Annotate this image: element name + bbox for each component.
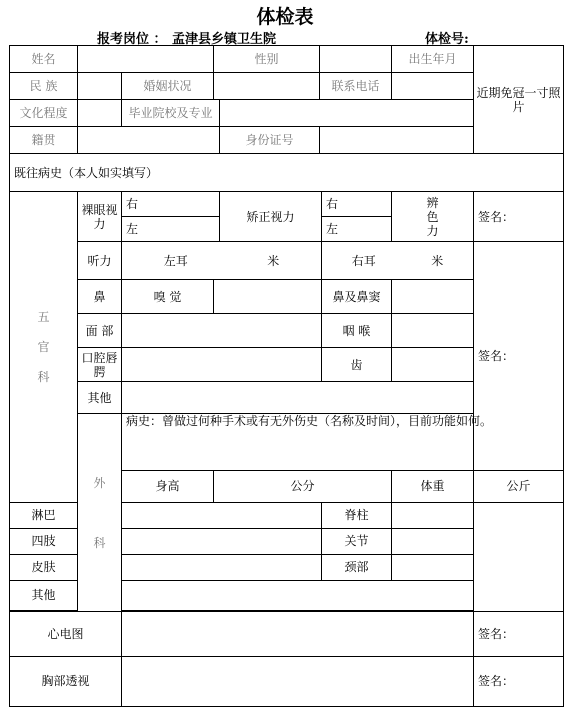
throat-field[interactable]: [392, 314, 474, 348]
naked-vision-label: 裸眼视力: [78, 192, 122, 242]
limbs-field[interactable]: [122, 528, 322, 554]
post-label: 报考岗位 ：: [97, 32, 167, 47]
name-label: 姓名: [10, 46, 78, 73]
left-ear-field: 左耳 米: [122, 242, 322, 280]
naked-right-label: 右: [122, 192, 220, 217]
post-value: 孟津县乡镇卫生院: [172, 32, 277, 47]
id-field[interactable]: [320, 127, 474, 154]
page-title: 体检表: [256, 6, 314, 28]
school-field[interactable]: [220, 100, 474, 127]
exam-no-label: 体检号:: [425, 32, 469, 47]
neck-label: 颈部: [322, 554, 392, 580]
naked-left-label: 左: [122, 217, 220, 242]
smell-field[interactable]: [214, 280, 322, 314]
ecg-label: 心电图: [10, 611, 122, 656]
throat-label: 咽 喉: [322, 314, 392, 348]
five-other-label: 其他: [78, 382, 122, 414]
corrected-vision-label: 矫正视力: [220, 192, 322, 242]
sinus-field[interactable]: [392, 280, 474, 314]
neck-field[interactable]: [392, 554, 474, 580]
phone-label: 联系电话: [320, 73, 392, 100]
school-label: 毕业院校及专业: [122, 100, 220, 127]
education-label: 文化程度: [10, 100, 78, 127]
lymph-field[interactable]: [122, 502, 322, 528]
spine-label: 脊柱: [322, 502, 392, 528]
gender-label: 性别: [214, 46, 320, 73]
face-label: 面 部: [78, 314, 122, 348]
surgery-history: 病史：曾做过何种手术或有无外伤史（名称及时间），目前功能如何。: [122, 414, 564, 470]
surgery-label: 外 科: [78, 414, 122, 611]
limbs-label: 四肢: [10, 528, 78, 554]
mouth-field[interactable]: [122, 348, 322, 382]
surgery-other-label: 其他: [10, 580, 78, 610]
color-vision-label: 辨 色 力: [392, 192, 474, 242]
spine-field[interactable]: [392, 502, 474, 528]
five-other-field[interactable]: [122, 382, 474, 414]
smell-label: 嗅 觉: [122, 280, 214, 314]
birth-label: 出生年月: [392, 46, 474, 73]
gender-field[interactable]: [320, 46, 392, 73]
height-label: 身高: [122, 470, 214, 502]
marital-field[interactable]: [214, 73, 320, 100]
history-label: 既往病史（本人如实填写）: [10, 154, 564, 192]
sign-label: 签名：: [474, 242, 564, 470]
marital-label: 婚姻状况: [122, 73, 214, 100]
ethnicity-label: 民 族: [10, 73, 78, 100]
phone-field[interactable]: [392, 73, 474, 100]
id-label: 身份证号: [220, 127, 320, 154]
joints-field[interactable]: [392, 528, 474, 554]
corrected-left-label: 左: [322, 217, 392, 242]
sign-label: 签名：: [474, 611, 564, 656]
sign-label: 签名：: [474, 656, 564, 706]
sinus-label: 鼻及鼻窦: [322, 280, 392, 314]
ecg-field[interactable]: [122, 611, 474, 656]
corrected-right-label: 右: [322, 192, 392, 217]
five-senses-label: 五 官 科: [10, 192, 78, 502]
face-field[interactable]: [122, 314, 322, 348]
skin-label: 皮肤: [10, 554, 78, 580]
ethnicity-field[interactable]: [78, 73, 122, 100]
teeth-label: 齿: [322, 348, 392, 382]
xray-label: 胸部透视: [10, 656, 122, 706]
weight-unit: 公斤: [474, 470, 564, 502]
name-field[interactable]: [78, 46, 214, 73]
joints-label: 关节: [322, 528, 392, 554]
photo-box: 近期免冠一寸照片: [474, 46, 564, 154]
teeth-field[interactable]: [392, 348, 474, 382]
origin-label: 籍贯: [10, 127, 78, 154]
origin-field[interactable]: [78, 127, 220, 154]
lymph-label: 淋巴: [10, 502, 78, 528]
skin-field[interactable]: [122, 554, 322, 580]
sign-label: 签名：: [474, 192, 564, 242]
surgery-other-field[interactable]: [122, 580, 474, 610]
mouth-label: 口腔唇腭: [78, 348, 122, 382]
nose-label: 鼻: [78, 280, 122, 314]
xray-field[interactable]: [122, 656, 474, 706]
education-field[interactable]: [78, 100, 122, 127]
weight-label: 体重: [392, 470, 474, 502]
hearing-label: 听力: [78, 242, 122, 280]
height-unit: 公分: [214, 470, 392, 502]
right-ear-field: 右耳 米: [322, 242, 474, 280]
exam-form-table: [9, 45, 564, 707]
